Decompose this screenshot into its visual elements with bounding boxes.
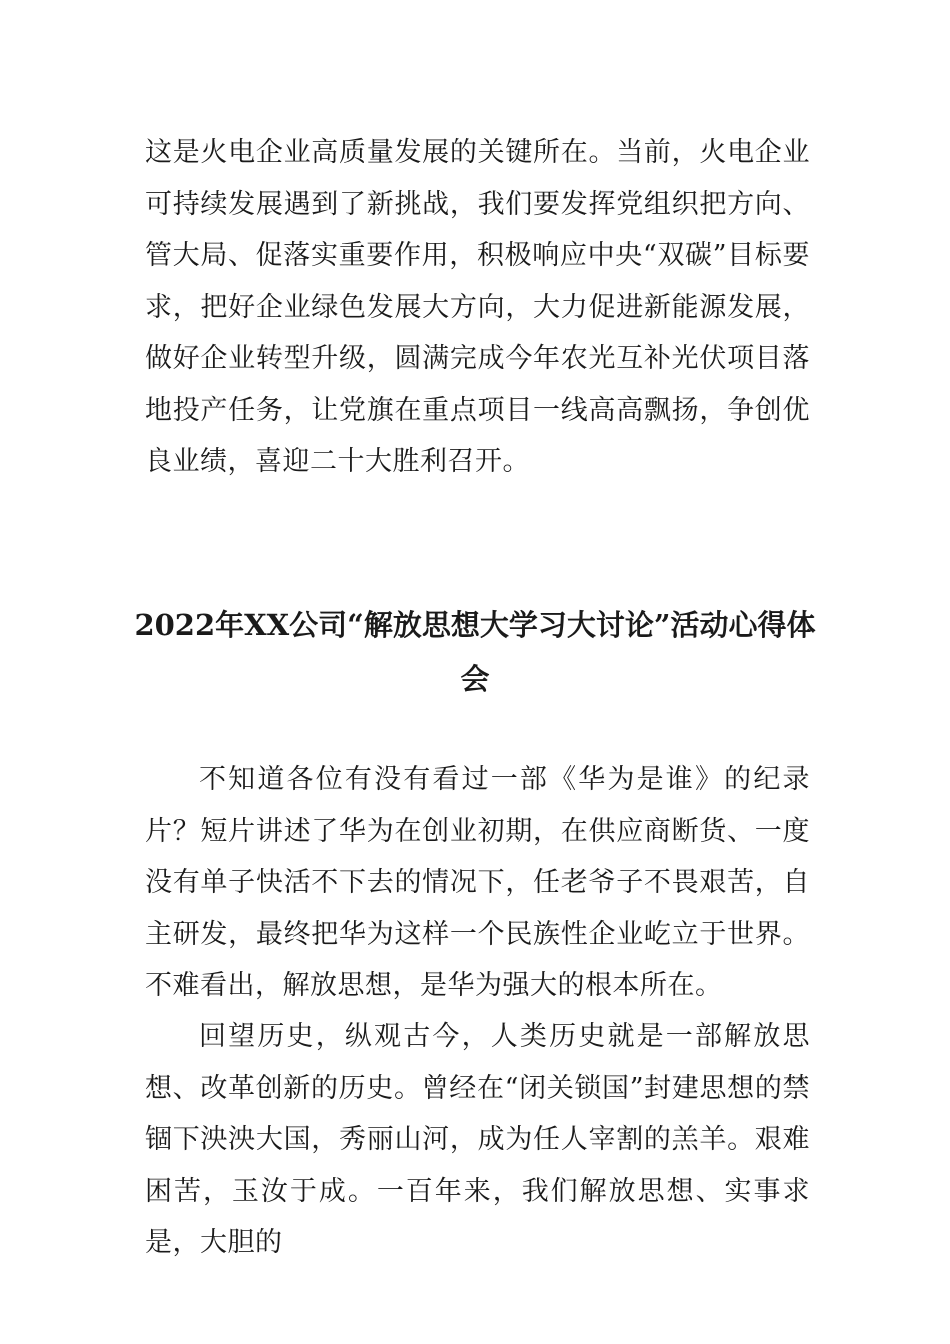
body-paragraph: 这是火电企业高质量发展的关键所在。当前，火电企业可持续发展遇到了新挑战，我们要发挥党组织把方向、管大局、促落实重要作用，积极响应中央“双碳”目标要求，把好企业绿色发展大方向，大力促进新能源发展，做好企业转型升级，圆满完成今年农光互补光伏项目落地投产任务，让党旗在重点项目一线高高飘扬，争创优良业绩，喜迎二十大胜利召开。	[145, 137, 810, 477]
body-paragraph: 回望历史，纵观古今，人类历史就是一部解放思想、改革创新的历史。曾经在“闭关锁国”封建思想的禁锢下泱泱大国，秀丽山河，成为任人宰割的羔羊。艰难困苦，玉汝于成。一百年来，我们解放思想、实事求是，大胆的	[145, 1021, 810, 1258]
body-paragraph: 不知道各位有没有看过一部《华为是谁》的纪录片？短片讲述了华为在创业初期，在供应商断货、一度没有单子快活不下去的情况下，任老爷子不畏艰苦，自主研发，最终把华为这样一个民族性企业屹立于世界。不难看出，解放思想，是华为强大的根本所在。	[145, 764, 810, 1001]
article-title: 2022年XX公司“解放思想大学习大讨论”活动心得体会	[134, 608, 816, 696]
